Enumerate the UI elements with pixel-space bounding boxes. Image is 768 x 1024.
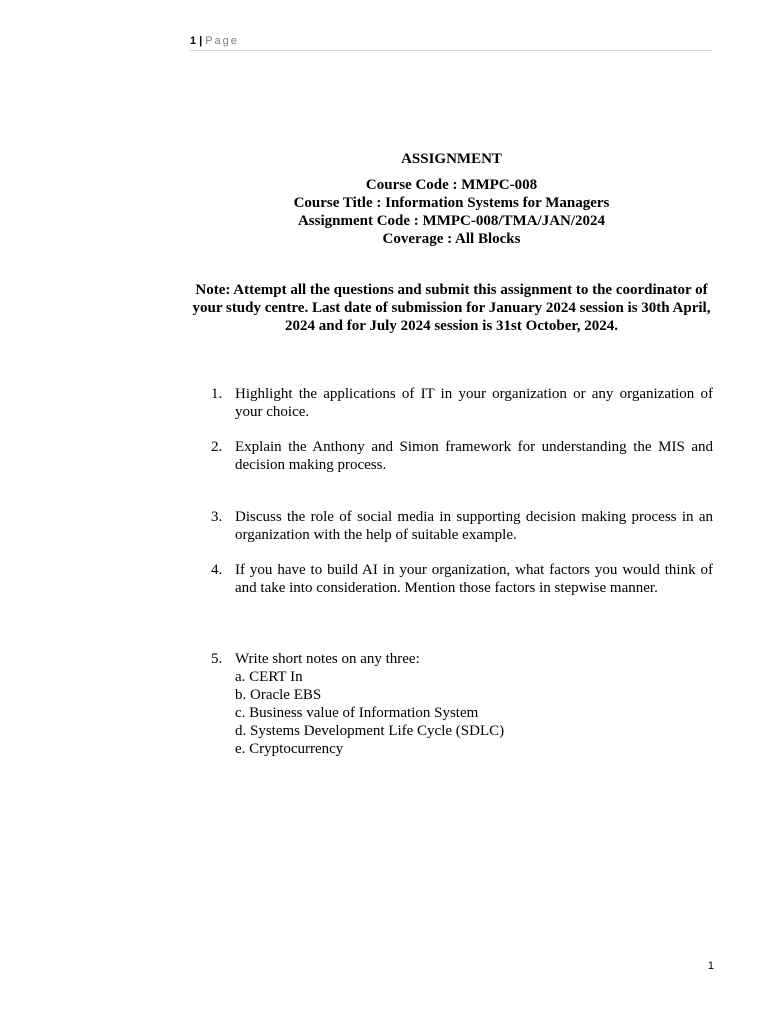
question-text: Discuss the role of social media in supporting decision making process in an organization with the help of suitable example.	[235, 509, 713, 543]
option-item: b. Oracle EBS	[235, 687, 322, 703]
question-item	[211, 561, 713, 597]
option-item: a. CERT In	[235, 669, 303, 685]
question-text: If you have to build AI in your organization, what factors you would think of and take into consideration. Mention those factors in stepwise manner.	[235, 562, 713, 596]
header-page-word: Page	[205, 35, 239, 47]
footer-page-number: 1	[707, 960, 714, 972]
question-number: 2.	[211, 439, 223, 455]
option-item: e. Cryptocurrency	[235, 741, 344, 757]
header-separator: |	[199, 35, 203, 47]
coverage: Coverage : All Blocks	[382, 231, 521, 247]
assignment-code: Assignment Code : MMPC-008/TMA/JAN/2024	[297, 213, 606, 229]
question-number: 5.	[211, 651, 223, 667]
question-item	[211, 508, 713, 544]
option-item: c. Business value of Information System	[235, 705, 479, 721]
question-item	[211, 650, 713, 758]
question-number: 1.	[211, 386, 223, 402]
question-item	[211, 438, 713, 474]
question-text: Write short notes on any three:	[235, 651, 420, 667]
course-code: Course Code : MMPC-008	[365, 177, 538, 193]
header-page-number: 1	[190, 35, 197, 47]
submission-note: Note: Attempt all the questions and submit this assignment to the coordinator of your study centre. Last date of submission for January 2024 session is 30th April, 2024 and for July 2024 session is 31st October, 2024.	[192, 282, 711, 334]
option-item: d. Systems Development Life Cycle (SDLC)	[235, 723, 505, 739]
course-meta	[190, 176, 713, 248]
page-header	[190, 34, 713, 51]
question-item	[211, 385, 713, 421]
question-text: Highlight the applications of IT in your organization or any organization of your choice.	[235, 386, 713, 420]
question-number: 3.	[211, 509, 223, 525]
question-text: Explain the Anthony and Simon framework for understanding the MIS and decision making process.	[235, 439, 713, 473]
question-number: 4.	[211, 562, 223, 578]
assignment-title: ASSIGNMENT	[401, 151, 502, 167]
course-title: Course Title : Information Systems for Managers	[293, 195, 610, 211]
